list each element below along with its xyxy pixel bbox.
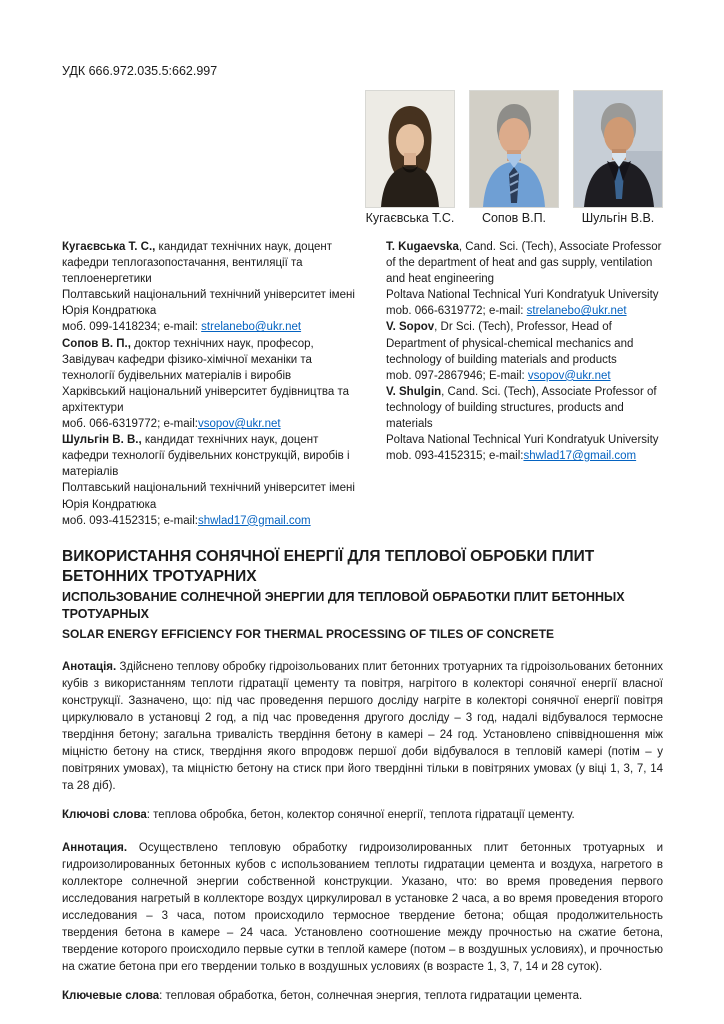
email-link[interactable]: strelanebo@ukr.net (526, 305, 627, 318)
author-affiliation: Poltava National Technical Yuri Kondratyuk University (386, 289, 659, 302)
author-name-role (62, 239, 364, 287)
email-link[interactable]: vsopov@ukr.net (527, 369, 611, 382)
author-name-role (386, 319, 663, 367)
author-name: V. Sopov (386, 321, 435, 334)
author-contact (386, 368, 663, 384)
author-photo-sopov (469, 90, 559, 208)
author-photo-shulgin (573, 90, 663, 208)
contact-text: mob. 093-4152315; e-mail: (386, 450, 524, 463)
abstract-uk (62, 659, 663, 795)
article-title-ru: ИСПОЛЬЗОВАНИЕ СОЛНЕЧНОЙ ЭНЕРГИИ ДЛЯ ТЕПЛОВОЙ ОБРАБОТКИ ПЛИТ БЕТОННЫХ ТРОТУАРНЫХ (62, 590, 625, 622)
author-affiliation: Полтавський національний технічний університет імені Юрія Кондратюка (62, 289, 355, 318)
author-name-role (386, 239, 663, 287)
author-name: Кугаєвська Т. С., (62, 241, 156, 253)
author-name-role (62, 432, 364, 480)
author-name: T. Kugaevska (386, 241, 459, 253)
author-contact (62, 319, 364, 335)
author-role: кандидат технічних наук, доцент кафедри технології будівельних конструкцій, виробів і матеріалів (62, 434, 350, 479)
author-entry (386, 384, 663, 464)
author-affiliation: Poltava National Technical Yuri Kondratyuk University (386, 434, 659, 447)
author-photo-block (573, 90, 663, 225)
author-role: , Cand. Sci. (Tech), Associate Professor of technology of building structures, products and materials (386, 385, 657, 431)
author-name: Шульгін В. В., (62, 434, 142, 447)
photo-caption: Шульгін В.В. (581, 211, 655, 225)
author-photo-block (469, 90, 559, 225)
author-name-role (386, 384, 663, 432)
author-role: , Cand. Sci. (Tech), Associate Professor of the department of heat and gas supply, ventilation and heat engineering (386, 241, 662, 286)
article-title-en: SOLAR ENERGY EFFICIENCY FOR THERMAL PROCESSING OF TILES OF CONCRETE (62, 627, 555, 642)
abstract-ru (62, 840, 663, 976)
author-photo-kugaevska (365, 90, 455, 208)
author-contact (386, 303, 663, 319)
contact-text: моб. 099-1418234; e-mail: (62, 321, 202, 334)
abstract-ru-label: Аннотация. (62, 841, 128, 854)
author-affiliation: Харківський національний університет будівництва та архітектури (62, 385, 349, 414)
keywords-uk-label: Ключові слова (62, 808, 147, 821)
author-photo-block (365, 90, 455, 225)
authors-left-column (62, 239, 364, 529)
email-link[interactable]: strelanebo@ukr.net (201, 321, 302, 334)
author-name: Сопов В. П., (62, 337, 131, 350)
keywords-ru-label: Ключевые слова (62, 989, 160, 1002)
author-name: V. Shulgin (386, 385, 442, 398)
contact-text: mob. 097-2867946; E-mail: (386, 369, 528, 382)
keywords-ru-text: : тепловая обработка, бетон, солнечная энергия, теплота гидратации цемента. (159, 989, 583, 1002)
abstract-ru-text: Осуществлено тепловую обработку гидроизолированных плит бетонных тротуарных и гидроизолированных бетонных кубов с использованием теплоты гидратации цемента и воздуха, нагретого в коллекторе солнечной энергии собственной конструкции. Указано, что: во время проведения первого исследования нагретый в коллекторе воздух циркулировал в установке 2 часа, а во время проведения второго исследования – 3 часа, потом происходило термосное твердение бетона; общая продолжительность твердения бетона в камере – 24 часа. Установлено соотношение между прочностью на сжатие бетона, твердение которого происходило первые сутки в теплой камере (потом – в воздушных условиях), и прочностью на сжатие бетона при его твердении только в воздушных условиях (в возрасте 1, 3, 7, 14 и 28 суток). (62, 841, 663, 974)
author-contact (386, 448, 663, 464)
email-link[interactable]: shwlad17@gmail.com (523, 450, 637, 463)
author-entry (62, 336, 364, 433)
email-link[interactable]: vsopov@ukr.net (197, 418, 281, 431)
author-info (62, 239, 663, 529)
photo-caption: Сопов В.П. (481, 211, 547, 225)
author-affiliation: Полтавський національний технічний університет імені Юрія Кондратюка (62, 482, 355, 511)
email-link[interactable]: shwlad17@gmail.com (197, 514, 311, 527)
author-entry (62, 239, 364, 336)
author-entry (62, 432, 364, 529)
keywords-ru (62, 988, 663, 1005)
keywords-uk-text: : теплова обробка, бетон, колектор сонячної енергії, теплота гідратації цементу. (146, 808, 575, 821)
author-entry (386, 319, 663, 383)
author-contact (62, 513, 364, 529)
contact-text: mob. 066-6319772; e-mail: (386, 305, 527, 318)
author-role: доктор технічних наук, професор, Завідувач кафедри фізико-хімічної механіки та технології будівельних матеріалів і виробів (62, 337, 314, 382)
contact-text: моб. 066-6319772; e-mail: (62, 418, 198, 431)
contact-text: моб. 093-4152315; e-mail: (62, 514, 198, 527)
author-photos (62, 90, 663, 225)
author-role: , Dr Sci. (Tech), Professor, Head of Department of physical-chemical mechanics and technology of building materials and products (386, 321, 634, 366)
article-title-uk: ВИКОРИСТАННЯ СОНЯЧНОЇ ЕНЕРГІЇ ДЛЯ ТЕПЛОВОЇ ОБРОБКИ ПЛИТ БЕТОННИХ ТРОТУАРНИХ (62, 547, 595, 585)
abstract-uk-text: Здійснено теплову обробку гідроізольованих плит бетонних тротуарних та гідроізольованих бетонних кубів з використанням теплоти гідратації цементу та повітря, нагрітого в колекторі сонячної енергії власної конструкції. Зазначено, що: під час проведення першого досліду нагріте в колекторі сонячної енергії повітря циркулювало в установці 2 год, а під час проведення другого досліду – 3 год, надалі відбувалося термосне твердіння бетону; загальна тривалість твердіння бетону в камері – 24 год. Установлено співвідношення між міцністю бетону на стиск, твердіння якого впродовж першої доби відбувалося в тепловій камері (потім – у повітряних умовах), та міцністю бетону на стиск при його твердінні тільки в повітряних умовах (у віці 1, 3, 7, 14 та 28 діб). (62, 661, 663, 793)
udc-label: УДК 666.972.035.5:662.997 (62, 64, 218, 78)
author-name-role (62, 336, 364, 384)
author-role: кандидат технічних наук, доцент кафедри теплогазопостачання, вентиляції та теплоенергетики (62, 241, 333, 286)
author-entry (386, 239, 663, 319)
keywords-uk (62, 807, 663, 824)
author-contact (62, 416, 364, 432)
photo-caption: Кугаєвська Т.С. (365, 211, 455, 225)
authors-right-column (386, 239, 663, 529)
abstract-uk-label: Анотація. (62, 661, 117, 674)
